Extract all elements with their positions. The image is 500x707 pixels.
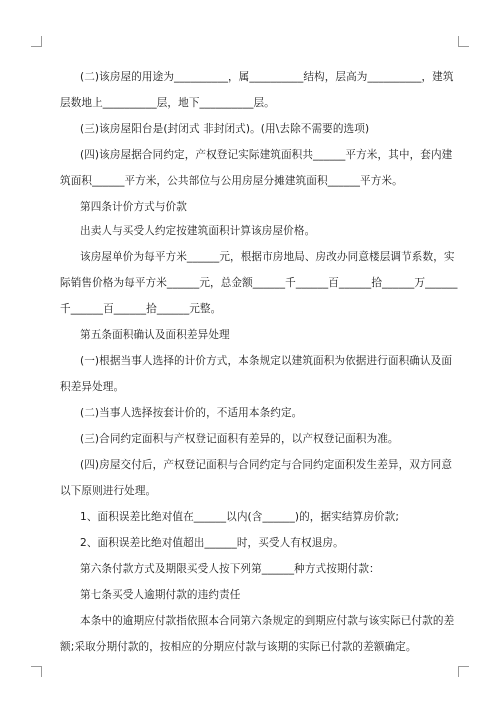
crop-mark-top-right xyxy=(458,36,469,47)
text-line: (一)根据当事人选择的计价方式，本条规定以建筑面积为依据进行面积确认及面 xyxy=(80,355,453,367)
text-line: (二)当事人选择按套计价的，不适用本条约定。 xyxy=(80,407,303,419)
text-line: 2、面积误差比绝对值超出______时，买受人有权退房。 xyxy=(80,537,344,549)
text-line: 际销售价格为每平方米______元，总金额______千______百______拾______万______ xyxy=(60,277,458,289)
text-line: (二)该房屋的用途为__________，属__________结构，层高为__________，建筑 xyxy=(80,71,454,83)
text-line: 以下原则进行处理。 xyxy=(60,485,157,497)
text-line: (三)该房屋阳台是(封闭式 非封闭式)。(用\去除不需要的选项) xyxy=(80,123,370,135)
crop-mark-bottom-left xyxy=(31,666,42,677)
section-heading: 第四条计价方式与价款 xyxy=(80,201,187,213)
crop-mark-top-left xyxy=(31,36,42,47)
text-line: (三)合同约定面积与产权登记面积有差异的，以产权登记面积为准。 xyxy=(80,433,399,445)
text-line: (四)房屋交付后，产权登记面积与合同约定与合同约定面积发生差异，双方同意 xyxy=(80,459,453,471)
text-line: 该房屋单价为每平方米______元，根据市房地局、房改办同意楼层调节系数，实 xyxy=(80,251,455,263)
text-line: 1、面积误差比绝对值在______以内(含______)的，据实结算房价款; xyxy=(80,511,399,523)
section-heading: 第五条面积确认及面积差异处理 xyxy=(80,329,230,341)
text-line: 额;采取分期付款的，按相应的分期应付款与该期的实际已付款的差额确定。 xyxy=(60,641,417,653)
text-line: 本条中的逾期应付款指依照本合同第六条规定的到期应付款与该实际已付款的差 xyxy=(80,615,455,627)
crop-mark-bottom-right xyxy=(458,666,469,677)
text-line: 层数地上__________层，地下__________层。 xyxy=(60,97,275,109)
text-line: 积差异处理。 xyxy=(60,381,125,393)
text-line: (四)该房屋据合同约定，产权登记实际建筑面积共______平方米，其中，套内建 xyxy=(80,149,453,161)
text-line: 出卖人与买受人约定按建筑面积计算该房屋价格。 xyxy=(80,225,316,237)
text-line: 筑面积______平方米，公共部位与公用房屋分摊建筑面积______平方米。 xyxy=(60,175,403,187)
section-heading: 第六条付款方式及期限买受人按下列第______种方式按期付款： xyxy=(80,563,380,575)
text-line: 千______百______拾______元整。 xyxy=(60,303,222,315)
section-heading: 第七条买受人逾期付款的违约责任 xyxy=(80,589,241,601)
